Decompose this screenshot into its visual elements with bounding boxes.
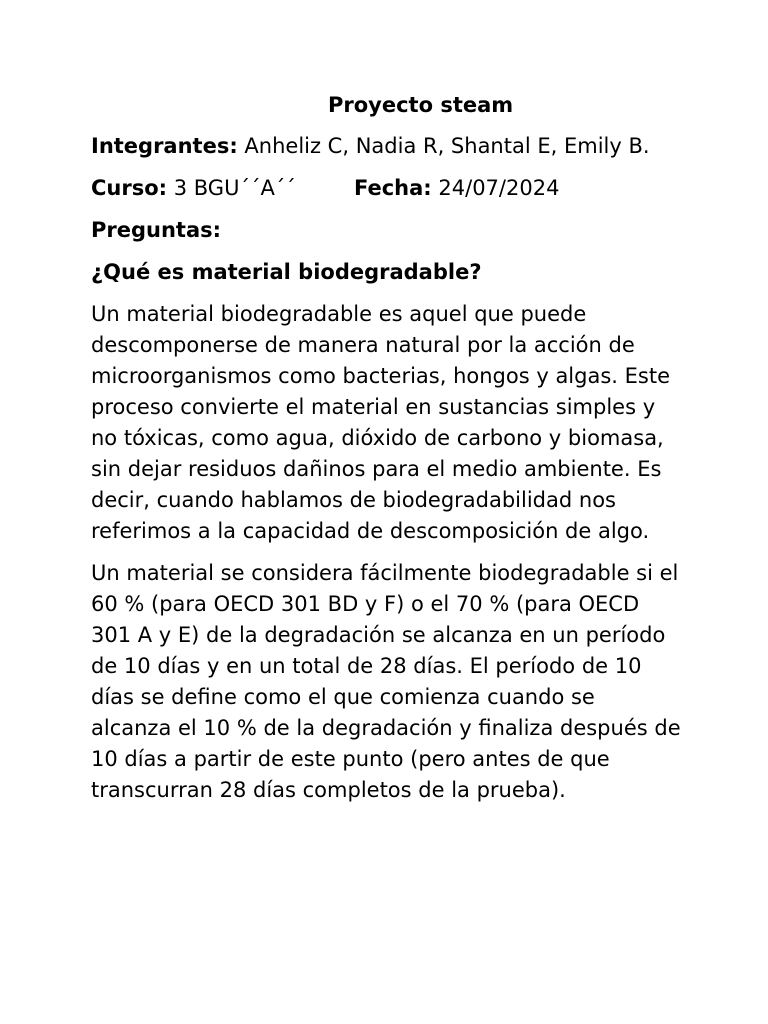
curso-value: 3 BGU´´A´´ (167, 176, 296, 200)
curso-fecha-line (91, 173, 681, 204)
document-title: Proyecto steam (328, 93, 514, 117)
fecha-label: Fecha: (354, 176, 432, 200)
preguntas-heading: Preguntas: (91, 218, 222, 242)
fecha-value: 24/07/2024 (431, 176, 560, 200)
paragraph-criteria: Un material se considera fácilmente biodegradable si el 60 % (para OECD 301 BD y F) o el 70 % (para OECD 301 A y E) de la degradación se alcanza en un período de 10 días y en un total de 28 días. El período de 10 días se define como el que comienza cuando se alcanza el 10 % de la degradación y finaliza después de 10 días a partir de este punto (pero antes de que transcurran 28 días completos de la prueba). (91, 561, 681, 802)
integrantes-value: Anheliz C, Nadia R, Shantal E, Emily B. (237, 134, 650, 158)
integrantes-line (91, 131, 681, 162)
curso-group (91, 173, 354, 204)
question-heading: ¿Qué es material biodegradable? (91, 260, 482, 284)
paragraph-definition: Un material biodegradable es aquel que puede descomponerse de manera natural por la acción de microorganismos como bacterias, hongos y algas. Este proceso convierte el material en sustancias simples y no tóxicas, como agua, dióxido de carbono y biomasa, sin dejar residuos dañinos para el medio ambiente. Es decir, cuando hablamos de biodegradabilidad nos referimos a la capacidad de descomposición de algo. (91, 302, 670, 543)
fecha-group (354, 173, 559, 204)
document-page (91, 90, 681, 817)
curso-label: Curso: (91, 176, 168, 200)
integrantes-label: Integrantes: (91, 134, 238, 158)
